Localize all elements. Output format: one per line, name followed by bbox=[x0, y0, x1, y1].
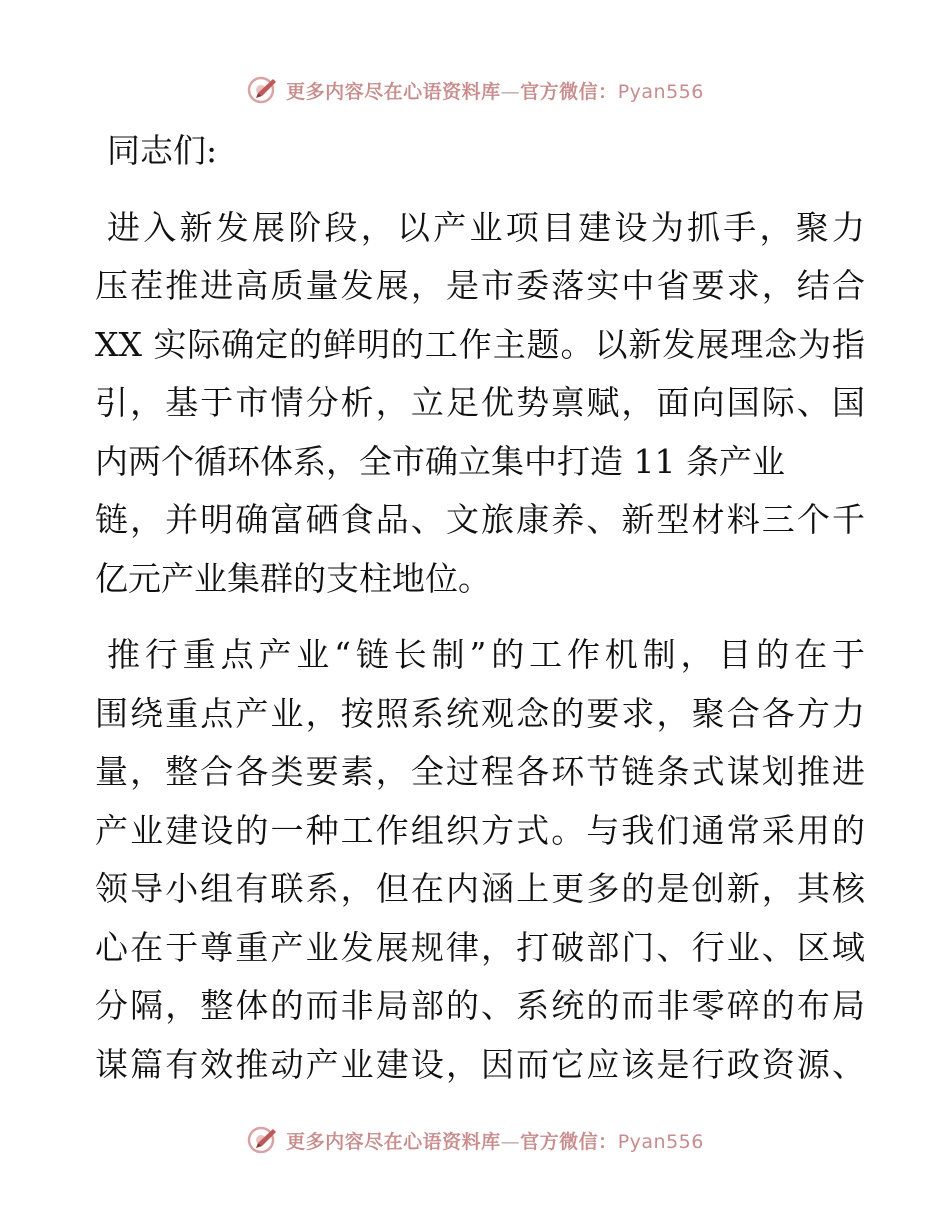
watermark-separator: — bbox=[500, 1130, 521, 1153]
watermark-wechat-label: 官方微信： bbox=[520, 1130, 618, 1153]
paragraph-line: 心在于尊重产业发展规律，打破部门、行业、区域 bbox=[95, 927, 865, 967]
greeting: 同志们: bbox=[107, 131, 218, 170]
paragraph-line: 产业建设的一种工作组织方式。与我们通常采用的 bbox=[95, 810, 865, 850]
watermark-title: 更多内容尽在心语资料库 bbox=[286, 1130, 501, 1153]
paragraph-line: 谋篇有效推动产业建设，因而它应该是行政资源、 bbox=[95, 1044, 865, 1084]
paragraph-1 bbox=[95, 199, 865, 609]
paragraph-line: 围绕重点产业，按照系统观念的要求，聚合各方力 bbox=[95, 693, 865, 733]
paragraph-line: 领导小组有联系，但在内涵上更多的是创新，其核 bbox=[95, 869, 865, 908]
paragraph-line: 引，基于市情分析，立足优势禀赋，面向国际、国 bbox=[95, 383, 865, 422]
paragraph-line: 亿元产业集群的支柱地位。 bbox=[95, 558, 491, 598]
paragraph-2 bbox=[95, 626, 865, 1094]
paragraph-line: 量，整合各类要素，全过程各环节链条式谋划推进 bbox=[95, 752, 865, 791]
paragraph-line: 进入新发展阶段，以产业项目建设为抓手，聚力 bbox=[107, 207, 865, 247]
paragraph-line: 压茬推进高质量发展，是市委落实中省要求，结合 bbox=[95, 266, 865, 305]
paragraph-line: 推行重点产业“链长制”的工作机制，目的在于 bbox=[107, 635, 865, 674]
watermark-wechat-id: Pyan556 bbox=[617, 1130, 704, 1153]
document-body bbox=[95, 122, 865, 1112]
watermark-title: 更多内容尽在心语资料库 bbox=[286, 80, 501, 103]
header-watermark bbox=[0, 70, 950, 110]
watermark-text bbox=[286, 1127, 704, 1154]
pen-logo-icon bbox=[246, 1123, 280, 1157]
paragraph-line: XX 实际确定的鲜明的工作主题。以新发展理念为指 bbox=[95, 324, 865, 364]
footer-watermark bbox=[0, 1120, 950, 1160]
watermark-text bbox=[286, 77, 704, 104]
paragraph-line: 内两个循环体系，全市确立集中打造 11 条产业 bbox=[95, 441, 785, 481]
watermark-separator: — bbox=[500, 80, 521, 103]
paragraph-line: 链，并明确富硒食品、文旅康养、新型材料三个千 bbox=[95, 500, 865, 539]
watermark-wechat-label: 官方微信： bbox=[520, 80, 618, 103]
paragraph-line: 分隔，整体的而非局部的、系统的而非零碎的布局 bbox=[95, 986, 865, 1025]
watermark-wechat-id: Pyan556 bbox=[617, 80, 704, 103]
pen-logo-icon bbox=[246, 73, 280, 107]
